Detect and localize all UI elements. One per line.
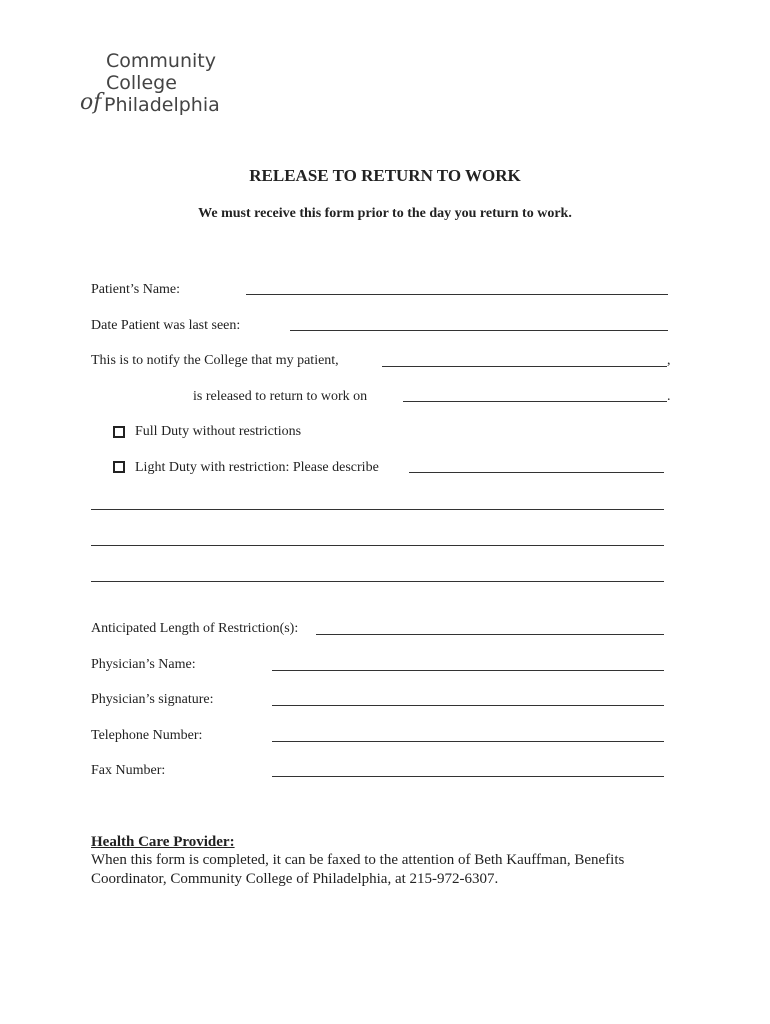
- health-care-provider-instructions: When this form is completed, it can be faxed to the attention of Beth Kauffman, Benefits Coordinator, Community College of Philadelphia, at 215-972-6307.: [91, 852, 625, 887]
- notify-label: This is to notify the College that my patient,: [91, 353, 339, 368]
- telephone-label: Telephone Number:: [91, 728, 203, 743]
- anticipated-length-field[interactable]: [316, 634, 664, 635]
- patient-field[interactable]: [382, 366, 667, 367]
- physician-name-label: Physician’s Name:: [91, 657, 196, 672]
- released-label: is released to return to work on: [193, 389, 368, 404]
- light-duty-description-field[interactable]: [409, 472, 664, 473]
- fax-label: Fax Number:: [91, 763, 166, 778]
- form-title: RELEASE TO RETURN TO WORK: [249, 166, 521, 185]
- last-seen-label: Date Patient was last seen:: [91, 318, 241, 333]
- description-line[interactable]: [91, 581, 664, 582]
- patient-name-label: Patient’s Name:: [91, 282, 181, 297]
- anticipated-length-label: Anticipated Length of Restriction(s):: [91, 621, 299, 636]
- logo-line-community: Community: [106, 50, 216, 72]
- description-line[interactable]: [91, 545, 664, 546]
- notify-comma: ,: [667, 353, 671, 368]
- return-date-field[interactable]: [403, 401, 667, 402]
- patient-name-field[interactable]: [246, 294, 668, 295]
- physician-signature-field[interactable]: [272, 705, 664, 706]
- physician-name-field[interactable]: [272, 670, 664, 671]
- health-care-provider-heading: Health Care Provider:: [91, 834, 235, 850]
- logo-of: of: [80, 90, 102, 115]
- released-period: .: [667, 389, 671, 404]
- fax-field[interactable]: [272, 776, 664, 777]
- logo-line-philadelphia: Philadelphia: [104, 94, 220, 116]
- telephone-field[interactable]: [272, 741, 664, 742]
- light-duty-label: Light Duty with restriction: Please describe: [135, 460, 379, 475]
- physician-signature-label: Physician’s signature:: [91, 692, 214, 707]
- last-seen-field[interactable]: [290, 330, 668, 331]
- logo-line-college: College: [106, 72, 177, 94]
- form-subtitle: We must receive this form prior to the day you return to work.: [198, 206, 572, 221]
- description-line[interactable]: [91, 509, 664, 510]
- full-duty-checkbox[interactable]: [113, 426, 125, 438]
- light-duty-checkbox[interactable]: [113, 461, 125, 473]
- full-duty-label: Full Duty without restrictions: [135, 424, 302, 439]
